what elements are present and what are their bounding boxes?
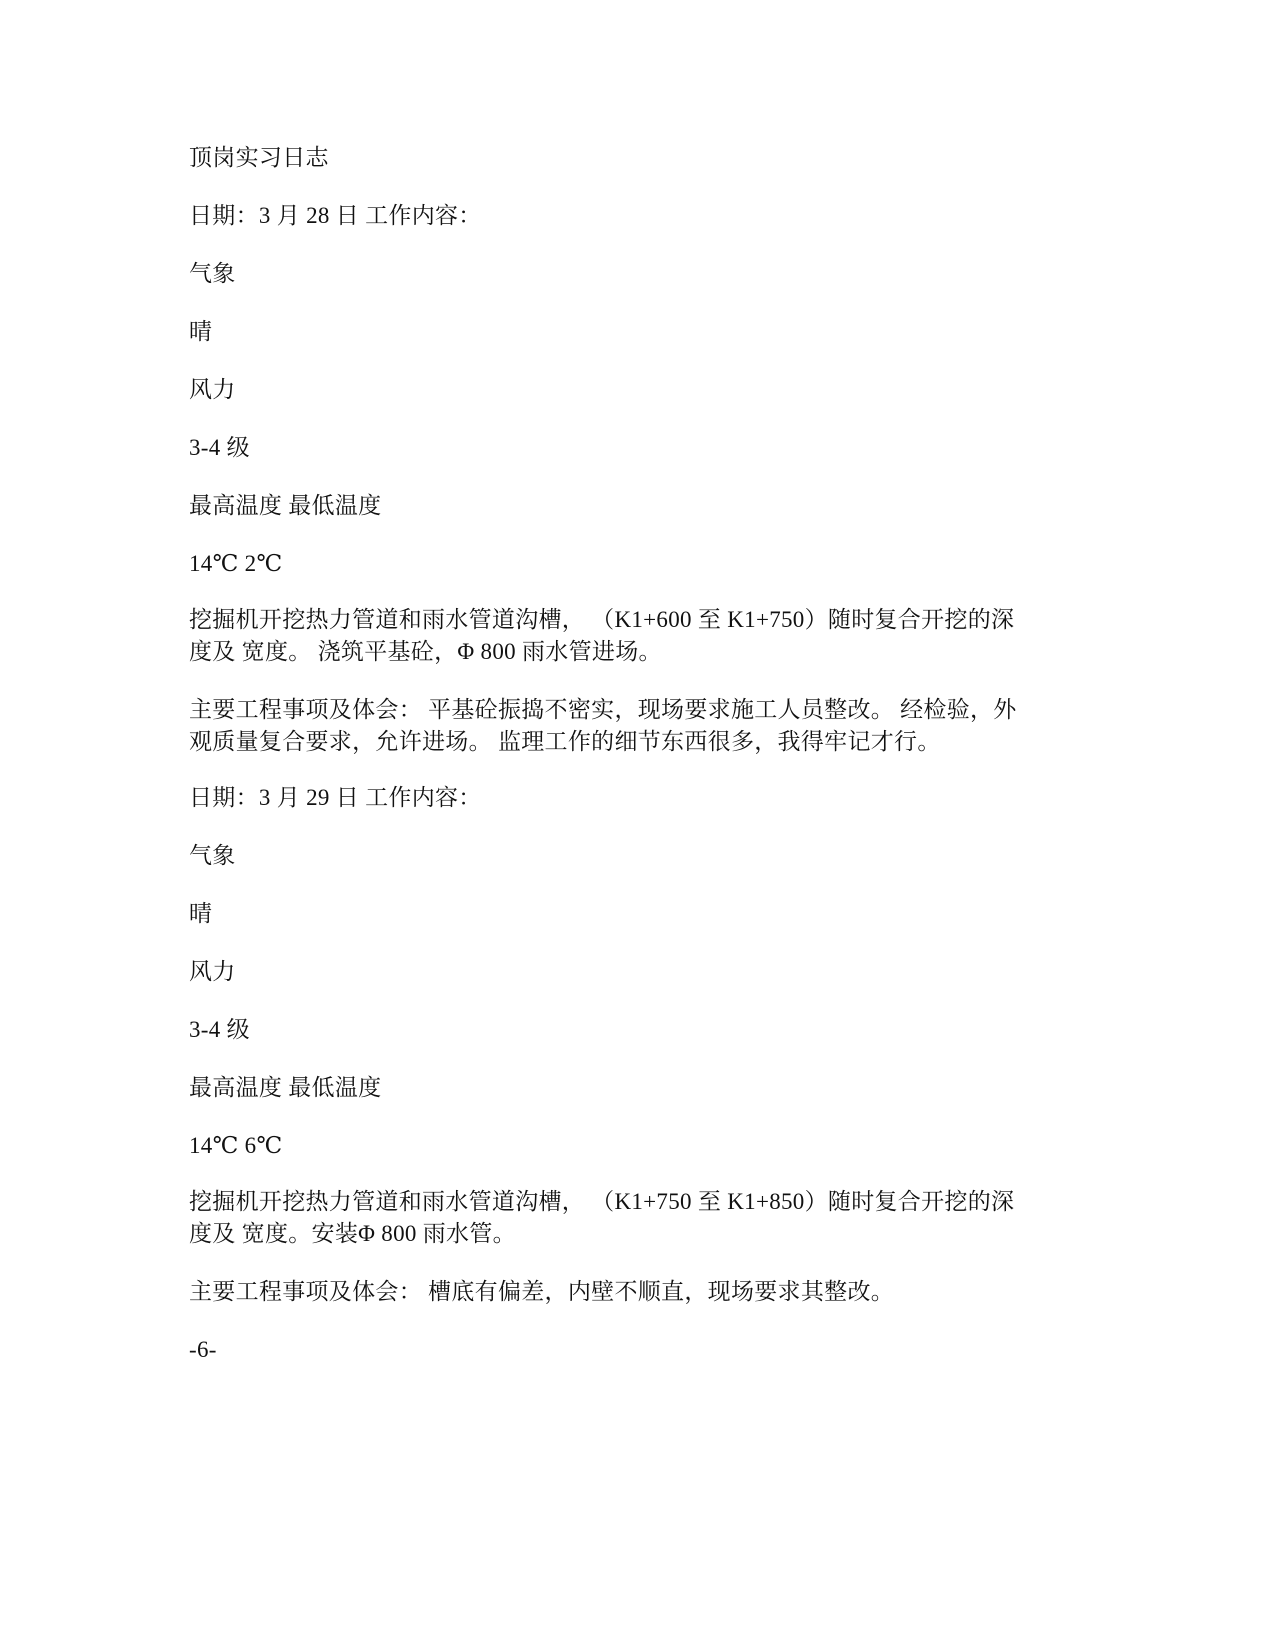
entry-2-weather-label: 气象 (189, 843, 236, 868)
entry-1-temp-value: 14℃ 2℃ (189, 551, 283, 576)
page-number: -6- (189, 1337, 217, 1362)
entry-1-temp-label: 最高温度 最低温度 (189, 493, 382, 518)
entry-1-wind-label: 风力 (189, 377, 236, 402)
entry-2-notes-line-1: 主要工程事项及体会： 槽底有偏差，内壁不顺直，现场要求其整改。 (189, 1279, 895, 1304)
entry-2-notes (189, 1276, 1094, 1308)
entry-1-notes-line-1: 主要工程事项及体会： 平基砼振捣不密实，现场要求施工人员整改。 经检验，外 (189, 697, 1017, 722)
entry-1-wind-value: 3-4 级 (189, 435, 250, 460)
entry-1-weather-label: 气象 (189, 261, 236, 286)
entry-1-work-line-2: 度及 宽度。 浇筑平基砼，Φ 800 雨水管进场。 (189, 639, 662, 664)
entry-2-wind-value: 3-4 级 (189, 1017, 250, 1042)
entry-2-wind-label: 风力 (189, 959, 236, 984)
entry-1-weather-value: 晴 (189, 319, 213, 344)
entry-1-notes (189, 694, 1094, 758)
entry-2-temp-label: 最高温度 最低温度 (189, 1075, 382, 1100)
entry-1-notes-line-2: 观质量复合要求，允许进场。 监理工作的细节东西很多，我得牢记才行。 (189, 729, 941, 754)
entry-2-temp-value: 14℃ 6℃ (189, 1133, 283, 1158)
entry-1-work-content (189, 604, 1094, 668)
entry-2-date-line: 日期：3 月 29 日 工作内容： (189, 785, 482, 810)
doc-title: 顶岗实习日志 (189, 145, 329, 170)
entry-1-work-line-1: 挖掘机开挖热力管道和雨水管道沟槽， （K1+600 至 K1+750）随时复合开挖的深 (189, 607, 1015, 632)
entry-2-work-content (189, 1186, 1094, 1250)
entry-1-date-line: 日期：3 月 28 日 工作内容： (189, 203, 482, 228)
entry-2-work-line-2: 度及 宽度。安装Φ 800 雨水管。 (189, 1221, 516, 1246)
entry-2-weather-value: 晴 (189, 901, 213, 926)
entry-2-work-line-1: 挖掘机开挖热力管道和雨水管道沟槽， （K1+750 至 K1+850）随时复合开挖的深 (189, 1189, 1015, 1214)
